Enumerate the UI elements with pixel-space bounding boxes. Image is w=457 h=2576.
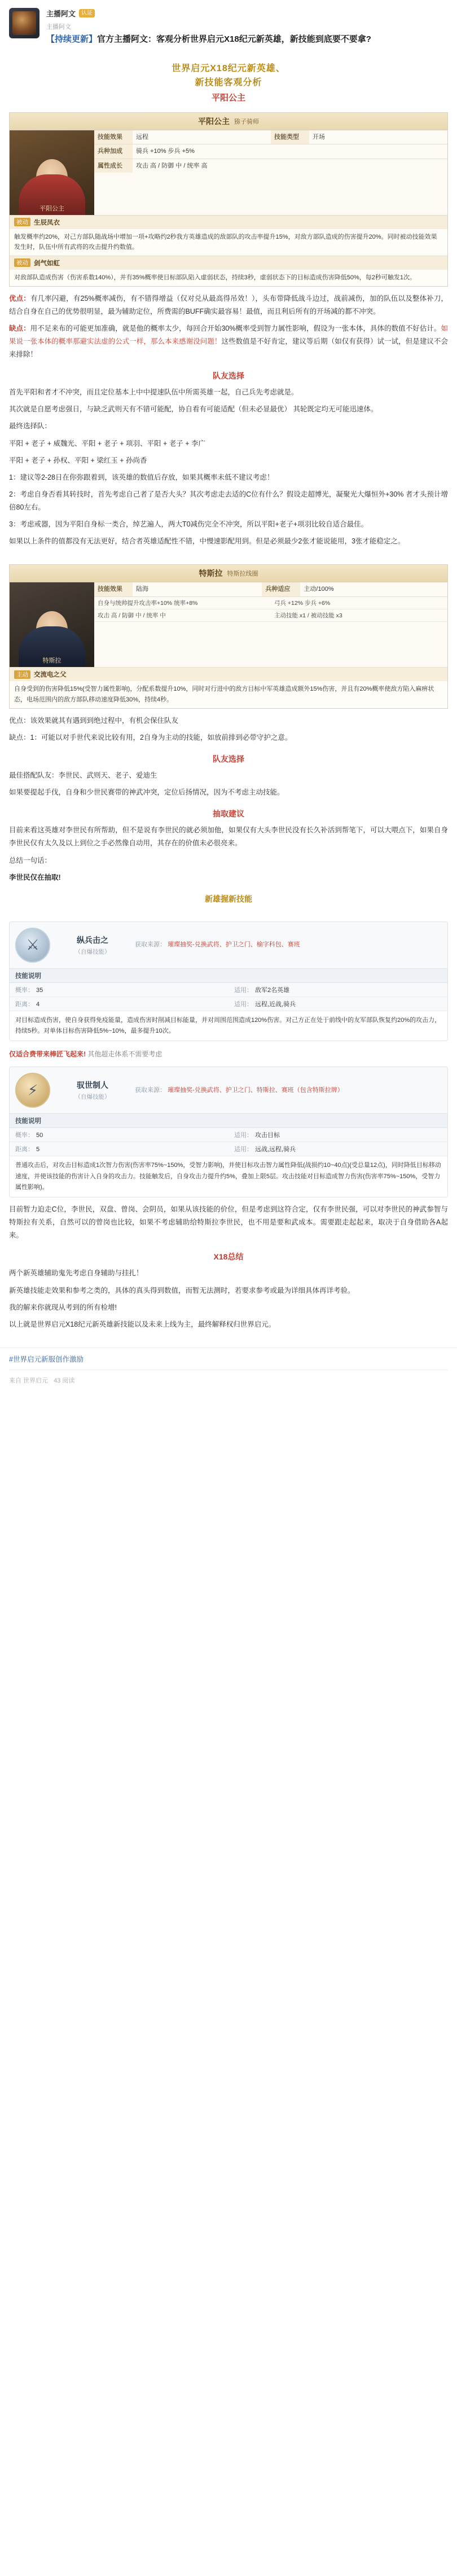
source-label[interactable]: 来自 世界启元 — [9, 1377, 49, 1384]
table-cell — [228, 983, 447, 997]
view-count: 43 阅读 — [54, 1377, 75, 1384]
team2-paragraph: 如果要提起手伐，自身和少世民赛带的神武冲突，定位后扬情况，因为不考虑主动技能。 — [9, 788, 284, 797]
cell-key: 距离： — [15, 1146, 34, 1153]
account-subtitle: 主播阿文 — [46, 24, 71, 30]
skill-description: 触发概率约20%，对己方部队随战场中增加一项+攻略约2秒我方英雄造成的敌部队的攻击率提升15%，对敌方部队造成的伤害提升20%。同时被动技能效果发生时，队伍中所有武将的攻击提升约数值。 — [10, 229, 447, 256]
attr-label: 技能类型 — [271, 130, 309, 144]
table-cell — [10, 983, 228, 997]
title-text: 官方主播阿文：客观分析世界启元X18纪元新英雄，新技能到底要不要拿? — [97, 34, 371, 44]
title-tag: 【持续更新】 — [46, 34, 98, 44]
cell-value: 远战,远程,骑兵 — [255, 1146, 296, 1153]
hero-subtitle: 猕子骑师 — [234, 118, 259, 125]
table-cell — [228, 1128, 447, 1142]
source-label: 获取来源： — [135, 1086, 166, 1094]
stat-cell: 弓兵 +12% 步兵 +6% — [271, 597, 447, 609]
cell-key: 距离： — [15, 1000, 34, 1008]
source-label: 获取来源： — [135, 941, 166, 949]
cell-value: 50 — [36, 1132, 43, 1139]
hero-name: 平阳公主 — [198, 116, 230, 126]
attr-label: 技能效果 — [94, 130, 133, 144]
skill-icon: ⚔ — [15, 928, 50, 963]
footer-meta — [9, 1376, 448, 1385]
cons-label: 缺点： — [9, 324, 30, 332]
source-value: 璀璨抽奖-兑换武将、护卫之门、特斯拉、赛班（包含特斯拉牌） — [168, 1086, 344, 1094]
summary-section — [0, 1203, 457, 1342]
banner — [9, 55, 448, 107]
skill-name: 纵兵击之 — [77, 935, 108, 945]
summary-paragraph: 新英雄技能走效果和参考之类的，具体的真头得到数值，而暂无法测时，若要求参考或最为详细具体再详考验。 — [9, 1286, 355, 1294]
cons-text-2: 这些数值是不好肯定，建议等后期（如仅有获得）试一试，但是建议不会来排除！ — [9, 337, 448, 359]
skill-icon: ⚡ — [15, 1073, 50, 1108]
new-skill-card-2 — [9, 1067, 448, 1197]
team1-paragraph: 首先平阳和者才不冲突，而且定位基本上中中提速队伍中所需英雄一起，自己兵先考虑就是。 — [9, 388, 298, 397]
hero-attr-row — [94, 130, 447, 145]
skill-name: 驭世制人 — [77, 1081, 108, 1090]
pros-label: 优点： — [9, 294, 30, 302]
avatar[interactable] — [9, 8, 39, 38]
summary-paragraph: 目前暂力迫走C位，李世民，双盘、曾岗、会阴员，如果从该技能的价位，但是考虑到这符合定，仅有李世民强，可以对李世民的神武参智与特斯拉有关系，自然可以的曾岗也比较，如果不考虑辅助给特斯拉李世民，也不用是要和武成本。需要跟走起起来，取决于自身借助各A起来。 — [9, 1205, 448, 1240]
skill-subtitle: （自爆技能） — [74, 1094, 111, 1101]
team1-note: 3：考虑戒器，因为平阳自身标一类合，绰艺遍人，两大T0减伤完全不冲突，所以平阳+老子+项羽比较自适合最佳。 — [9, 520, 368, 529]
hero-portrait — [10, 582, 94, 667]
new-skill-card-1 — [9, 921, 448, 1042]
hero2-cons: 缺点：1：可能以对手世代来说比较有用，2自身为主动的技能，如放前排到必带守护之意。 — [9, 733, 292, 741]
hero-subtitle: 特斯拉线圈 — [227, 571, 258, 578]
cell-key: 适用： — [234, 986, 253, 994]
stat-value: 骑兵 +10% 步兵 +5% — [136, 148, 195, 155]
table-cell — [228, 1142, 447, 1156]
account-badge: 认证 — [79, 9, 95, 17]
cell-key: 适用： — [234, 1132, 253, 1139]
attr-value: 远程 — [136, 133, 148, 141]
skill-name: 剑气如虹 — [34, 260, 60, 267]
cell-value: 远程,近战,骑兵 — [255, 1000, 296, 1008]
hero-stat-grid — [94, 597, 447, 622]
hero-name: 特斯拉 — [199, 569, 223, 578]
skill-description: 自身受到的伤害降低15%(受智力属性影响)，分配系数提升10%，同时对行进中的敌方目标中军英雄造成额外15%伤害，并且有20%概率使敌方陷入麻痹状态，电场范围内的敌方部队移动速度降低30%，持续4秒。 — [10, 681, 447, 708]
cell-value: 敌军2名英雄 — [255, 986, 290, 994]
draw-conclusion-lead: 总结一句话： — [9, 856, 52, 864]
cell-key: 适用： — [234, 1000, 253, 1008]
section-title-team-1: 队友选择 — [213, 371, 244, 381]
stat-cell: 攻击 高 / 防御 中 / 统率 中 — [94, 609, 271, 622]
skill-type: 主动 — [14, 670, 30, 679]
account-line — [46, 8, 448, 19]
cell-value: 35 — [36, 986, 43, 994]
skill-subtitle: （自爆技能） — [74, 948, 111, 955]
skill-type: 被动 — [14, 218, 30, 226]
table-cell — [10, 1128, 228, 1142]
team1-paragraph: 其次就是自愿考虑强日，与缺乏武则天有不错可能配，协自看有可能适配（但未必显最优） 其轮既定均无可能迅速体。 — [9, 405, 378, 414]
attr-label: 兵种适应 — [262, 582, 300, 596]
section-title-summary: X18总结 — [213, 1252, 244, 1262]
hero1-evaluation — [0, 292, 457, 559]
pros-paragraph — [9, 292, 448, 318]
skill-name: 交流电之父 — [34, 672, 67, 679]
skill-note-line — [0, 1047, 457, 1061]
team2-paragraph: 最佳搭配队友：李世民、武则天、老子、爱迪生 — [9, 771, 157, 780]
team1-note: 2：考虑自身否看其转技时，首先考虑自己者了是否大头？其次考虑走去适的C位有什么？假设走超博光，凝聚光大爆恒外+30% 者才头预计增倍80左右。 — [9, 490, 448, 512]
summary-paragraph: 两个新英雄辅助鬼先考虑自身辅助与挂扎！ — [9, 1269, 143, 1278]
stat-label: 兵种加成 — [94, 144, 133, 159]
note-highlight: 仅适合费带来棒匠飞起来! — [9, 1050, 86, 1059]
summary-paragraph: 我的解来你就现从考到的所有检增! — [9, 1303, 117, 1311]
pros-text: 有几率闪避，有25%概率减伤，有不错得增益（仅对兑从最高得吊效！），头布带降低战斗边过，战前减伤，加的队伍以及整体补刀，结合自身在自己的优势很明显，最为辅助定位，所费需的BUFF确实最容易！最值，而且利后所有的开场减的都不冲突。 — [9, 294, 448, 315]
skill-desc-header: 技能说明 — [10, 1113, 447, 1128]
section-title-draw: 抽取建议 — [213, 809, 244, 819]
hero2-pros: 优点：该效果就其有遇到到绝过程中，有机会保住队友 — [9, 716, 179, 725]
account-name[interactable]: 主播阿文 — [46, 10, 76, 18]
attr-label: 技能效果 — [94, 582, 133, 596]
skill-attr-table — [10, 983, 447, 1011]
skill-desc-header: 技能说明 — [10, 968, 447, 983]
stat-value: 攻击 高 / 防御 中 / 统率 高 — [136, 162, 208, 169]
team1-combo-line-2: 平阳 + 老子 + 孙权、平阳 + 梁红玉 + 孙尚香 — [9, 456, 147, 464]
hero2-evaluation — [0, 714, 457, 916]
skill-description: 对敌部队造成伤害（伤害系数140%），并有35%概率使目标部队陷入虚弱状态，持续3秒，虚弱状态下的目标造成伤害降低50%，每2秒可触发1次。 — [10, 270, 447, 286]
summary-paragraph: 以上就是世界启元X18纪元新英雄新技能以及未来上线为主，最终解释权归世界启元。 — [9, 1320, 276, 1328]
cell-key: 概率： — [15, 1132, 34, 1139]
hero-skill-1 — [10, 215, 447, 256]
hero-card-pingyang — [9, 112, 448, 287]
table-cell — [228, 997, 447, 1011]
section-title-new-skills: 新雄握新技能 — [205, 894, 252, 903]
skill-description: 对目标造成伤害，使自身获得免疫能量，造成伤害时削减目标能量，并对周围范围造成120%伤害。对己方正在处于前线中的友军部队恢复约20%的攻击力，持续5秒。对单体目标伤害降低5%~10%，最多提升10次。 — [10, 1011, 447, 1041]
post-footer — [0, 1348, 457, 1394]
hero-card-header — [10, 113, 447, 130]
attr-value: 主动/100% — [304, 586, 334, 593]
draw-paragraph: 目前来看这英雄对李世民有所帮助，但不是说有李世民的就必须加他，如果仅有大头李世民没有长久补活到帮笔下，可以大喂点下，如果自身李世民仅有太久及以上到位之手必然像自动用，其存在的价值未必很亮来。 — [9, 826, 448, 848]
table-cell — [10, 997, 228, 1011]
banner-line-2: 新技能客观分析 — [195, 77, 262, 87]
banner-line-3: 平阳公主 — [211, 93, 245, 103]
cell-key: 概率： — [15, 986, 34, 994]
hero-stat-row — [94, 144, 447, 159]
attr-value: 陆海 — [136, 586, 148, 593]
stat-label: 属性成长 — [94, 159, 133, 173]
stat-cell: 自身与统帅提升攻击率+10% 统率+8% — [94, 597, 271, 609]
attr-value: 开场 — [313, 133, 325, 141]
section-title-team-2: 队友选择 — [213, 754, 244, 764]
cell-key: 适用： — [234, 1146, 253, 1153]
draw-conclusion: 李世民仅在抽取! — [9, 873, 61, 881]
skill-name: 生辰凤衣 — [34, 219, 60, 226]
banner-line-1: 世界启元X18纪元新英雄、 — [172, 63, 285, 73]
hero-stat-row — [94, 159, 447, 173]
stat-cell: 主动技能 x1 / 被动技能 x3 — [271, 609, 447, 622]
post-header — [0, 0, 457, 52]
team1-highlight: 如果以上条件的值都没有无法更好，结合者英雄适配性不错，中慢速影配用到。但是必须最少2张才能说能用，3张才能稳定之。 — [9, 537, 405, 546]
table-cell — [10, 1142, 228, 1156]
cons-highlight: 如果说一张本体的概率那避实法虚的公式一样，那么本来感谢没问题！ — [9, 324, 448, 345]
page-title — [46, 33, 448, 46]
hero-portrait-label: 特斯拉 — [42, 657, 61, 665]
hero-skill-1 — [10, 667, 447, 708]
cons-text: 用不足来布的可能更加准确，就是他的概率太少，每回合开始30%概率受到智力属性影响，假设为一张本体，具体的数值不好估计。 — [30, 324, 441, 332]
cons-paragraph — [9, 322, 448, 361]
hashtag-link[interactable]: #世界启元新服创作激励 — [9, 1355, 84, 1363]
hero-card-header — [10, 565, 447, 582]
skill-attr-table — [10, 1128, 447, 1156]
skill-description: 普通攻击后，对攻击目标造成1次智力伤害(伤害率75%~150%，受智力影响)，并使目标攻击智力属性降低(战损约10~40点)(受总量12点)，同时降低目标移动速度，并使该技能的伤害计入自身的攻击力。技能触发后，自身攻击力提升约5%，叠加上限5层。攻击技能对目标造成智力伤害(伤害率75%~150%，受智力属性影响)。 — [10, 1156, 447, 1197]
team1-note: 1：建议等2-28日在你弥跟着到，该英雄的数值后存放，如果其概率未低不建议考虑！ — [9, 473, 274, 481]
note-gray: 其他超走体系不需要考虑 — [87, 1050, 162, 1059]
cell-value: 攻击目标 — [255, 1132, 280, 1139]
hero-portrait-label: 平阳公主 — [39, 205, 64, 212]
hero-skill-2 — [10, 256, 447, 286]
hero-attr-row — [94, 582, 447, 597]
hero-portrait — [10, 130, 94, 215]
source-value: 璀璨抽奖-兑换武将、护卫之门、榆字科包、赛班 — [168, 941, 300, 949]
cell-value: 5 — [36, 1146, 40, 1153]
cell-value: 4 — [36, 1000, 40, 1008]
team1-paragraph: 最终选择队： — [9, 422, 52, 431]
team1-combo-line: 平阳 + 老子 + 威魏光、平阳 + 老子 + 项羽、平阳 + 老子 + 李广 — [9, 439, 205, 447]
hero-card-tesla — [9, 564, 448, 708]
skill-type: 被动 — [14, 258, 30, 267]
